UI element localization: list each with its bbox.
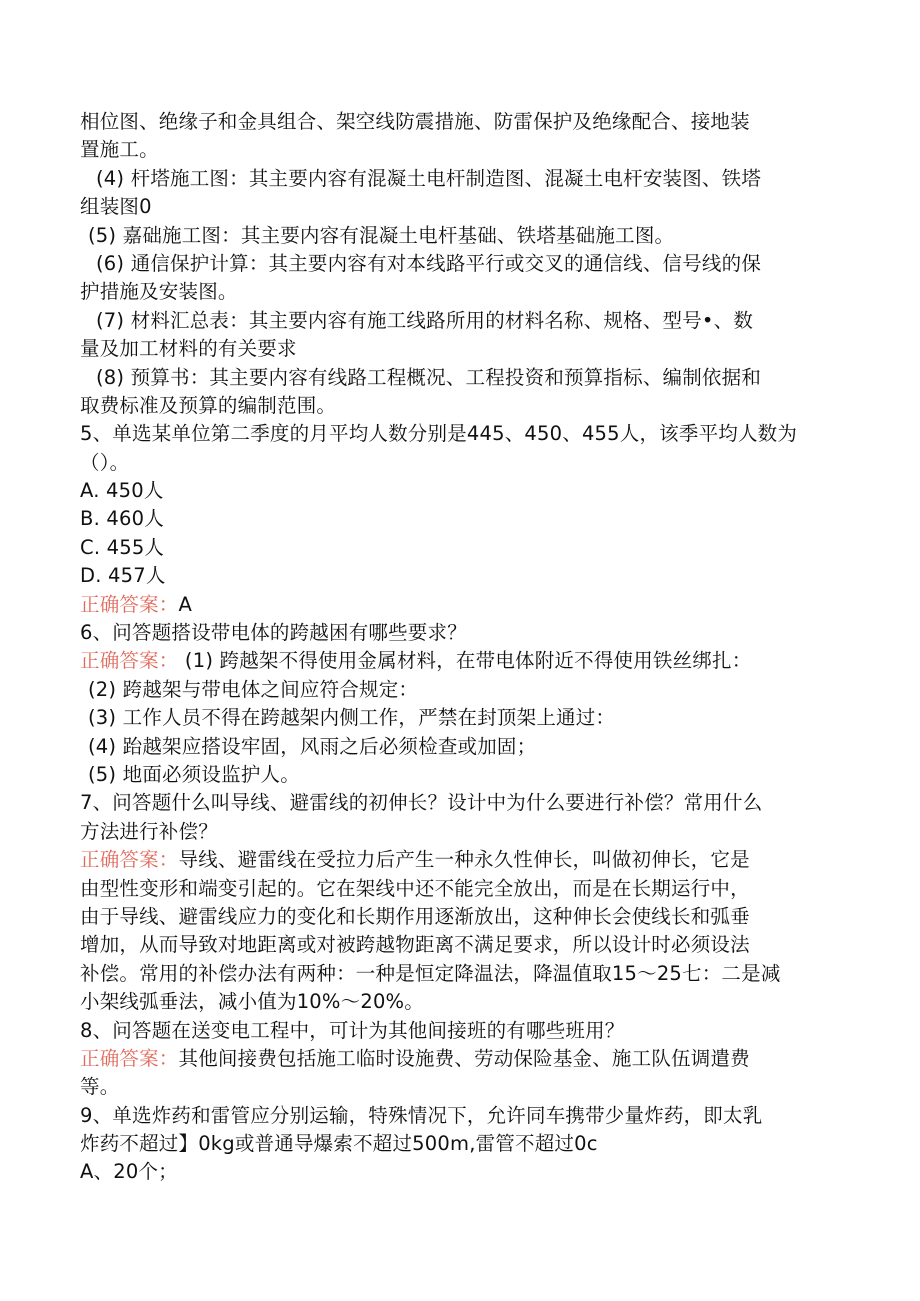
line-text: 炸药不超过】0kg或普通导爆索不超过500m,雷管不超过0c [80, 1132, 598, 1156]
text-line [0, 477, 920, 505]
answer-line [0, 591, 920, 619]
line-text: (8) 预算书：其主要内容有线路工程概况、工程投资和预算指标、编制依据和 [96, 365, 762, 389]
line-text: A. 450人 [80, 479, 164, 503]
text-line [0, 165, 920, 193]
line-text: 9、单选炸药和雷管应分别运输，特殊情况下，允许同车携带少量炸药，即太乳 [80, 1103, 763, 1127]
text-line [0, 1073, 920, 1101]
line-text: 方法进行补偿？ [80, 819, 218, 843]
line-text: 5、单选某单位第二季度的月平均人数分别是445、450、455人，该季平均人数为 [80, 422, 798, 446]
line-text: 增加，从而导致对地距离或对被跨越物距离不满足要求，所以设计时必须设法 [80, 933, 750, 957]
line-text: (6) 通信保护计算：其主要内容有对本线路平行或交叉的通信线、信号线的保 [96, 251, 762, 275]
line-text: (5) 嘉础施工图：其主要内容有混凝土电杆基础、铁塔基础施工图。 [88, 223, 675, 247]
line-text: 由于导线、避雷线应力的变化和长期作用逐渐放出，这种伸长会使线长和弧垂 [80, 904, 750, 928]
text-line [0, 818, 920, 846]
text-line [0, 562, 920, 590]
line-text: 补偿。常用的补偿办法有两种：一种是恒定降温法，降温值取15〜25七：二是减 [80, 961, 781, 985]
text-line [0, 875, 920, 903]
text-line [0, 392, 920, 420]
answer-line [0, 846, 920, 874]
line-text: (4) 杆塔施工图：其主要内容有混凝土电杆制造图、混凝土电杆安装图、铁塔 [96, 166, 762, 190]
text-line [0, 505, 920, 533]
line-text: 相位图、绝缘子和金具组合、架空线防震措施、防雷保护及绝缘配合、接地装 [80, 110, 750, 133]
line-text: (3) 工作人员不得在跨越架内侧工作，严禁在封顶架上通过： [88, 706, 616, 730]
line-text: 组装图0 [80, 195, 152, 219]
text-line [0, 988, 920, 1016]
line-text: C. 455人 [80, 535, 165, 559]
text-line [0, 534, 920, 562]
line-text: 小架线弧垂法，减小值为10%〜20%。 [80, 990, 424, 1014]
text-line [0, 222, 920, 250]
line-text: (1) 跨越架不得使用金属材料，在带电体附近不得使用铁丝绑扎： [178, 649, 752, 673]
text-line [0, 733, 920, 761]
answer-line [0, 647, 920, 675]
line-text: 量及加工材料的有关要求 [80, 337, 297, 361]
text-line [0, 364, 920, 392]
text-line [0, 676, 920, 704]
text-line [0, 1102, 920, 1130]
answer-label: 正确答案： [80, 848, 179, 872]
line-text: 护措施及安装图。 [80, 280, 238, 304]
line-text: 6、问答题搭设带电体的跨越困有哪些要求？ [80, 621, 467, 645]
answer-line [0, 1045, 920, 1073]
line-text: A、20个； [80, 1160, 178, 1184]
document-page [0, 108, 920, 1187]
text-line [0, 307, 920, 335]
line-text: (5) 地面必须设监护人。 [88, 762, 300, 786]
text-line [0, 704, 920, 732]
text-line [0, 903, 920, 931]
line-text: D. 457人 [80, 564, 166, 588]
text-line [0, 193, 920, 221]
line-text: 其他间接费包括施工临时设施费、劳动保险基金、施工队伍调遣费 [178, 1046, 750, 1070]
line-text: 由型性变形和端变引起的。它在架线中还不能完全放出，而是在长期运行中， [80, 876, 750, 900]
answer-label: 正确答案： [80, 1046, 179, 1070]
text-line [0, 960, 920, 988]
line-text: (7) 材料汇总表：其主要内容有施工线路所用的材料名称、规格、型号•、数 [96, 308, 754, 332]
line-text: 等。 [80, 1075, 120, 1099]
line-text: (4) 跆越架应搭设牢固，风雨之后必须检查或加固； [88, 734, 537, 758]
text-line [0, 789, 920, 817]
line-text: B. 460人 [80, 507, 164, 531]
answer-label: 正确答案： [80, 592, 179, 616]
line-text: A [178, 592, 193, 616]
text-line [0, 420, 920, 448]
line-text: （）。 [80, 450, 130, 474]
line-text: 8、问答题在送变电工程中，可计为其他间接班的有哪些班用？ [80, 1018, 625, 1042]
text-line [0, 335, 920, 363]
text-line [0, 278, 920, 306]
text-line [0, 1158, 920, 1186]
text-line [0, 619, 920, 647]
line-text: 取费标准及预算的编制范围。 [80, 393, 337, 417]
text-line [0, 1130, 920, 1158]
text-line [0, 250, 920, 278]
text-line [0, 136, 920, 164]
text-line [0, 1017, 920, 1045]
answer-label: 正确答案： [80, 649, 179, 673]
text-line [0, 108, 920, 136]
line-text: 置施工。 [80, 138, 159, 162]
line-text: (2) 跨越架与带电体之间应符合规定： [88, 677, 419, 701]
line-text: 导线、避雷线在受拉力后产生一种永久性伸长，叫做初伸长，它是 [178, 848, 750, 872]
text-line [0, 931, 920, 959]
text-line [0, 761, 920, 789]
text-line [0, 449, 920, 477]
line-text: 7、问答题什么叫导线、避雷线的初伸长？设计中为什么要进行补偿？常用什么 [80, 791, 763, 815]
